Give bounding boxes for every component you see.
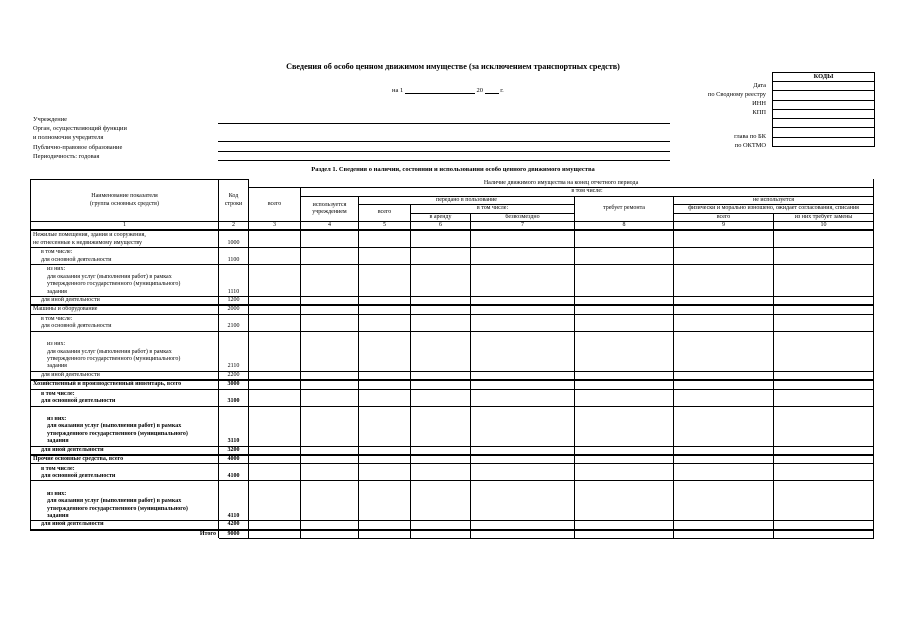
value-cell[interactable] <box>249 331 301 371</box>
value-cell[interactable] <box>301 230 359 247</box>
label-periodicity: Периодичность: годовая <box>33 153 100 160</box>
date-year-field[interactable] <box>485 86 499 94</box>
value-cell[interactable] <box>674 455 774 464</box>
value-cell[interactable] <box>674 464 774 481</box>
row-code: 2000 <box>219 305 249 314</box>
value-cell[interactable] <box>575 521 674 530</box>
value-cell[interactable] <box>774 455 874 464</box>
value-cell[interactable] <box>359 247 411 264</box>
date-suffix: г. <box>500 87 504 94</box>
value-cell[interactable] <box>674 296 774 305</box>
label-registry: по Сводному реестру <box>707 91 766 98</box>
row-name: в том числе: для основной деятельности <box>31 389 219 406</box>
row-code: 3110 <box>219 406 249 446</box>
report-date-line <box>392 86 504 94</box>
row-code: 2100 <box>219 314 249 331</box>
table-row <box>31 464 874 481</box>
value-cell[interactable] <box>774 406 874 446</box>
value-cell[interactable] <box>674 305 774 314</box>
value-cell[interactable] <box>249 371 301 380</box>
value-cell[interactable] <box>249 314 301 331</box>
value-cell[interactable] <box>674 521 774 530</box>
row-name: Нежилые помещения, здания и сооружения, не отнесенные к недвижимому имуществу <box>31 230 219 247</box>
value-cell[interactable] <box>774 305 874 314</box>
value-cell[interactable] <box>411 314 471 331</box>
value-cell[interactable] <box>359 464 411 481</box>
value-cell[interactable] <box>471 455 575 464</box>
row-code: 4200 <box>219 521 249 530</box>
table-row <box>31 296 874 305</box>
periodicity-line <box>218 160 670 161</box>
row-name: для иной деятельности <box>31 521 219 530</box>
total-value-cell[interactable] <box>774 530 874 539</box>
label-inn: ИНН <box>752 100 766 107</box>
value-cell[interactable] <box>674 380 774 389</box>
value-cell[interactable] <box>301 305 359 314</box>
value-cell[interactable] <box>774 481 874 521</box>
value-cell[interactable] <box>301 314 359 331</box>
label-oktmo: по ОКТМО <box>734 142 766 149</box>
value-cell[interactable] <box>359 296 411 305</box>
code-registry-field[interactable] <box>773 91 874 100</box>
code-date-field[interactable] <box>773 82 874 91</box>
row-name: в том числе: для основной деятельности <box>31 247 219 264</box>
value-cell[interactable] <box>471 464 575 481</box>
total-value-cell[interactable] <box>359 530 411 539</box>
total-value-cell[interactable] <box>575 530 674 539</box>
value-cell[interactable] <box>301 389 359 406</box>
code-blank-field[interactable] <box>773 119 874 128</box>
row-code: 1200 <box>219 296 249 305</box>
report-title: Сведения об особо ценном движимом имуществе (за исключением транспортных средств) <box>286 62 620 71</box>
table-row <box>31 481 874 521</box>
value-cell[interactable] <box>249 406 301 446</box>
code-bk-field[interactable] <box>773 128 874 137</box>
value-cell[interactable] <box>774 296 874 305</box>
value-cell[interactable] <box>249 464 301 481</box>
value-cell[interactable] <box>575 331 674 371</box>
value-cell[interactable] <box>674 230 774 247</box>
header-code: Код строки <box>219 180 249 222</box>
value-cell[interactable] <box>774 314 874 331</box>
col-number: 4 <box>301 222 359 231</box>
value-cell[interactable] <box>359 521 411 530</box>
value-cell[interactable] <box>575 371 674 380</box>
value-cell[interactable] <box>575 296 674 305</box>
public-entity-field[interactable] <box>218 151 670 152</box>
codes-header: КОДЫ <box>773 73 874 82</box>
value-cell[interactable] <box>575 481 674 521</box>
value-cell[interactable] <box>774 230 874 247</box>
value-cell[interactable] <box>359 371 411 380</box>
label-founder-2: и полномочия учредителя <box>33 134 104 141</box>
table-row <box>31 247 874 264</box>
value-cell[interactable] <box>411 464 471 481</box>
row-name: для иной деятельности <box>31 296 219 305</box>
total-value-cell[interactable] <box>249 530 301 539</box>
value-cell[interactable] <box>575 305 674 314</box>
header-used: используется учреждением <box>301 196 359 221</box>
code-kpp-field[interactable] <box>773 110 874 119</box>
header-repair: требует ремонта <box>575 196 674 221</box>
institution-field[interactable] <box>218 123 670 124</box>
date-prefix: на 1 <box>392 87 404 94</box>
value-cell[interactable] <box>471 331 575 371</box>
value-cell[interactable] <box>411 389 471 406</box>
value-cell[interactable] <box>411 481 471 521</box>
value-cell[interactable] <box>774 380 874 389</box>
table-row <box>31 389 874 406</box>
value-cell[interactable] <box>774 464 874 481</box>
value-cell[interactable] <box>411 230 471 247</box>
row-name: из них: для оказания услуг (выполнения работ) в рамках утвержденного государственного (муниципального) задания <box>31 331 219 371</box>
value-cell[interactable] <box>249 230 301 247</box>
row-name: для иной деятельности <box>31 446 219 455</box>
table-row <box>31 380 874 389</box>
value-cell[interactable] <box>674 314 774 331</box>
value-cell[interactable] <box>774 389 874 406</box>
value-cell[interactable] <box>249 296 301 305</box>
value-cell[interactable] <box>359 455 411 464</box>
value-cell[interactable] <box>575 406 674 446</box>
value-cell[interactable] <box>249 455 301 464</box>
col-number: 6 <box>411 222 471 231</box>
value-cell[interactable] <box>575 464 674 481</box>
header-total: всего <box>249 188 301 222</box>
value-cell[interactable] <box>359 230 411 247</box>
value-cell[interactable] <box>674 481 774 521</box>
value-cell[interactable] <box>249 305 301 314</box>
row-code: 1110 <box>219 264 249 296</box>
value-cell[interactable] <box>471 296 575 305</box>
table-row <box>31 305 874 314</box>
value-cell[interactable] <box>575 264 674 296</box>
value-cell[interactable] <box>301 264 359 296</box>
codes-box <box>772 72 875 147</box>
value-cell[interactable] <box>575 455 674 464</box>
value-cell[interactable] <box>575 380 674 389</box>
header-name: Наименование показателя (группа основных средств) <box>31 180 219 222</box>
value-cell[interactable] <box>674 406 774 446</box>
header-rent: в аренду <box>411 213 471 221</box>
header-replace: из них требует замены <box>774 213 874 221</box>
section-title: Раздел 1. Сведения о наличии, состоянии и использовании особо ценного движимого имущества <box>311 166 595 173</box>
value-cell[interactable] <box>774 521 874 530</box>
value-cell[interactable] <box>411 264 471 296</box>
value-cell[interactable] <box>471 264 575 296</box>
value-cell[interactable] <box>301 521 359 530</box>
value-cell[interactable] <box>774 446 874 455</box>
value-cell[interactable] <box>471 389 575 406</box>
col-number: 1 <box>31 222 219 231</box>
label-bk: глава по БК <box>734 133 766 140</box>
total-label: Итого <box>31 530 219 539</box>
value-cell[interactable] <box>301 464 359 481</box>
value-cell[interactable] <box>411 371 471 380</box>
value-cell[interactable] <box>249 481 301 521</box>
value-cell[interactable] <box>575 446 674 455</box>
total-value-cell[interactable] <box>471 530 575 539</box>
value-cell[interactable] <box>249 521 301 530</box>
value-cell[interactable] <box>301 446 359 455</box>
header-presence: Наличие движимого имущества на конец отчетного периода <box>249 180 874 188</box>
value-cell[interactable] <box>411 380 471 389</box>
row-name: в том числе: для основной деятельности <box>31 464 219 481</box>
value-cell[interactable] <box>301 481 359 521</box>
founder-field[interactable] <box>218 141 670 142</box>
row-name: Прочие основные средства, всего <box>31 455 219 464</box>
value-cell[interactable] <box>575 230 674 247</box>
table-row <box>31 406 874 446</box>
col-number: 2 <box>219 222 249 231</box>
value-cell[interactable] <box>471 380 575 389</box>
total-code: 9000 <box>219 530 249 539</box>
row-name: для иной деятельности <box>31 371 219 380</box>
value-cell[interactable] <box>774 247 874 264</box>
row-code: 3100 <box>219 389 249 406</box>
header-worn-total: всего <box>674 213 774 221</box>
total-row <box>31 530 874 539</box>
value-cell[interactable] <box>359 314 411 331</box>
value-cell[interactable] <box>301 380 359 389</box>
value-cell[interactable] <box>249 389 301 406</box>
label-date: Дата <box>753 82 766 89</box>
table-row <box>31 314 874 331</box>
value-cell[interactable] <box>411 446 471 455</box>
value-cell[interactable] <box>471 446 575 455</box>
value-cell[interactable] <box>359 481 411 521</box>
value-cell[interactable] <box>249 247 301 264</box>
value-cell[interactable] <box>471 247 575 264</box>
row-code: 3200 <box>219 446 249 455</box>
value-cell[interactable] <box>301 247 359 264</box>
col-number: 10 <box>774 222 874 231</box>
value-cell[interactable] <box>359 406 411 446</box>
value-cell[interactable] <box>575 389 674 406</box>
header-worn: физически и морально изношено, ожидает согласования, списания <box>674 205 874 213</box>
label-institution: Учреждение <box>33 116 67 123</box>
value-cell[interactable] <box>359 389 411 406</box>
header-incl: в том числе: <box>301 188 874 196</box>
value-cell[interactable] <box>411 305 471 314</box>
value-cell[interactable] <box>411 521 471 530</box>
value-cell[interactable] <box>359 331 411 371</box>
col-number: 5 <box>359 222 411 231</box>
total-value-cell[interactable] <box>411 530 471 539</box>
row-code: 3000 <box>219 380 249 389</box>
col-number: 9 <box>674 222 774 231</box>
value-cell[interactable] <box>249 264 301 296</box>
value-cell[interactable] <box>471 521 575 530</box>
table-row <box>31 331 874 371</box>
row-code: 2110 <box>219 331 249 371</box>
col-number: 3 <box>249 222 301 231</box>
label-public-entity: Публично-правовое образование <box>33 144 123 151</box>
table-row <box>31 455 874 464</box>
header-tr-total: всего <box>359 205 411 222</box>
value-cell[interactable] <box>674 371 774 380</box>
value-cell[interactable] <box>674 331 774 371</box>
row-code: 1000 <box>219 230 249 247</box>
value-cell[interactable] <box>249 446 301 455</box>
row-name: из них: для оказания услуг (выполнения работ) в рамках утвержденного государственного (муниципального) задания <box>31 264 219 296</box>
value-cell[interactable] <box>301 406 359 446</box>
label-founder-1: Орган, осуществляющий функции <box>33 125 127 132</box>
row-name: в том числе: для основной деятельности <box>31 314 219 331</box>
value-cell[interactable] <box>249 380 301 389</box>
date-year-prefix: 20 <box>476 87 483 94</box>
row-code: 2200 <box>219 371 249 380</box>
value-cell[interactable] <box>301 455 359 464</box>
row-name: Машины и оборудование <box>31 305 219 314</box>
value-cell[interactable] <box>674 264 774 296</box>
value-cell[interactable] <box>471 371 575 380</box>
value-cell[interactable] <box>774 371 874 380</box>
value-cell[interactable] <box>774 264 874 296</box>
value-cell[interactable] <box>359 380 411 389</box>
value-cell[interactable] <box>471 314 575 331</box>
value-cell[interactable] <box>411 455 471 464</box>
value-cell[interactable] <box>471 230 575 247</box>
value-cell[interactable] <box>674 446 774 455</box>
row-name: из них: для оказания услуг (выполнения работ) в рамках утвержденного государственного (муниципального) задания <box>31 406 219 446</box>
code-oktmo-field[interactable] <box>773 138 874 146</box>
table-row <box>31 230 874 247</box>
date-day-month-field[interactable] <box>405 86 475 94</box>
value-cell[interactable] <box>359 446 411 455</box>
row-code: 4110 <box>219 481 249 521</box>
header-transferred: передано в пользование <box>359 196 575 204</box>
row-code: 1100 <box>219 247 249 264</box>
value-cell[interactable] <box>674 247 774 264</box>
assets-table <box>30 179 874 539</box>
row-name: Хозяйственный и производственный инвентарь, всего <box>31 380 219 389</box>
value-cell[interactable] <box>411 331 471 371</box>
header-free: безвозмездно <box>471 213 575 221</box>
value-cell[interactable] <box>411 406 471 446</box>
table-row <box>31 446 874 455</box>
row-code: 4000 <box>219 455 249 464</box>
value-cell[interactable] <box>471 481 575 521</box>
value-cell[interactable] <box>301 296 359 305</box>
table-body <box>31 230 874 538</box>
value-cell[interactable] <box>575 247 674 264</box>
value-cell[interactable] <box>674 389 774 406</box>
table-row <box>31 521 874 530</box>
header-notused: не используется <box>674 196 874 204</box>
total-value-cell[interactable] <box>674 530 774 539</box>
col-number: 8 <box>575 222 674 231</box>
value-cell[interactable] <box>411 247 471 264</box>
col-number: 7 <box>471 222 575 231</box>
value-cell[interactable] <box>411 296 471 305</box>
total-value-cell[interactable] <box>301 530 359 539</box>
code-inn-field[interactable] <box>773 101 874 110</box>
value-cell[interactable] <box>471 406 575 446</box>
header-tr-incl: в том числе: <box>411 205 575 213</box>
row-name: из них: для оказания услуг (выполнения работ) в рамках утвержденного государственного (муниципального) задания <box>31 481 219 521</box>
value-cell[interactable] <box>774 331 874 371</box>
value-cell[interactable] <box>359 264 411 296</box>
label-kpp: КПП <box>752 109 766 116</box>
value-cell[interactable] <box>359 305 411 314</box>
value-cell[interactable] <box>301 371 359 380</box>
value-cell[interactable] <box>301 331 359 371</box>
row-code: 4100 <box>219 464 249 481</box>
value-cell[interactable] <box>471 305 575 314</box>
table-row <box>31 371 874 380</box>
value-cell[interactable] <box>575 314 674 331</box>
table-row <box>31 264 874 296</box>
